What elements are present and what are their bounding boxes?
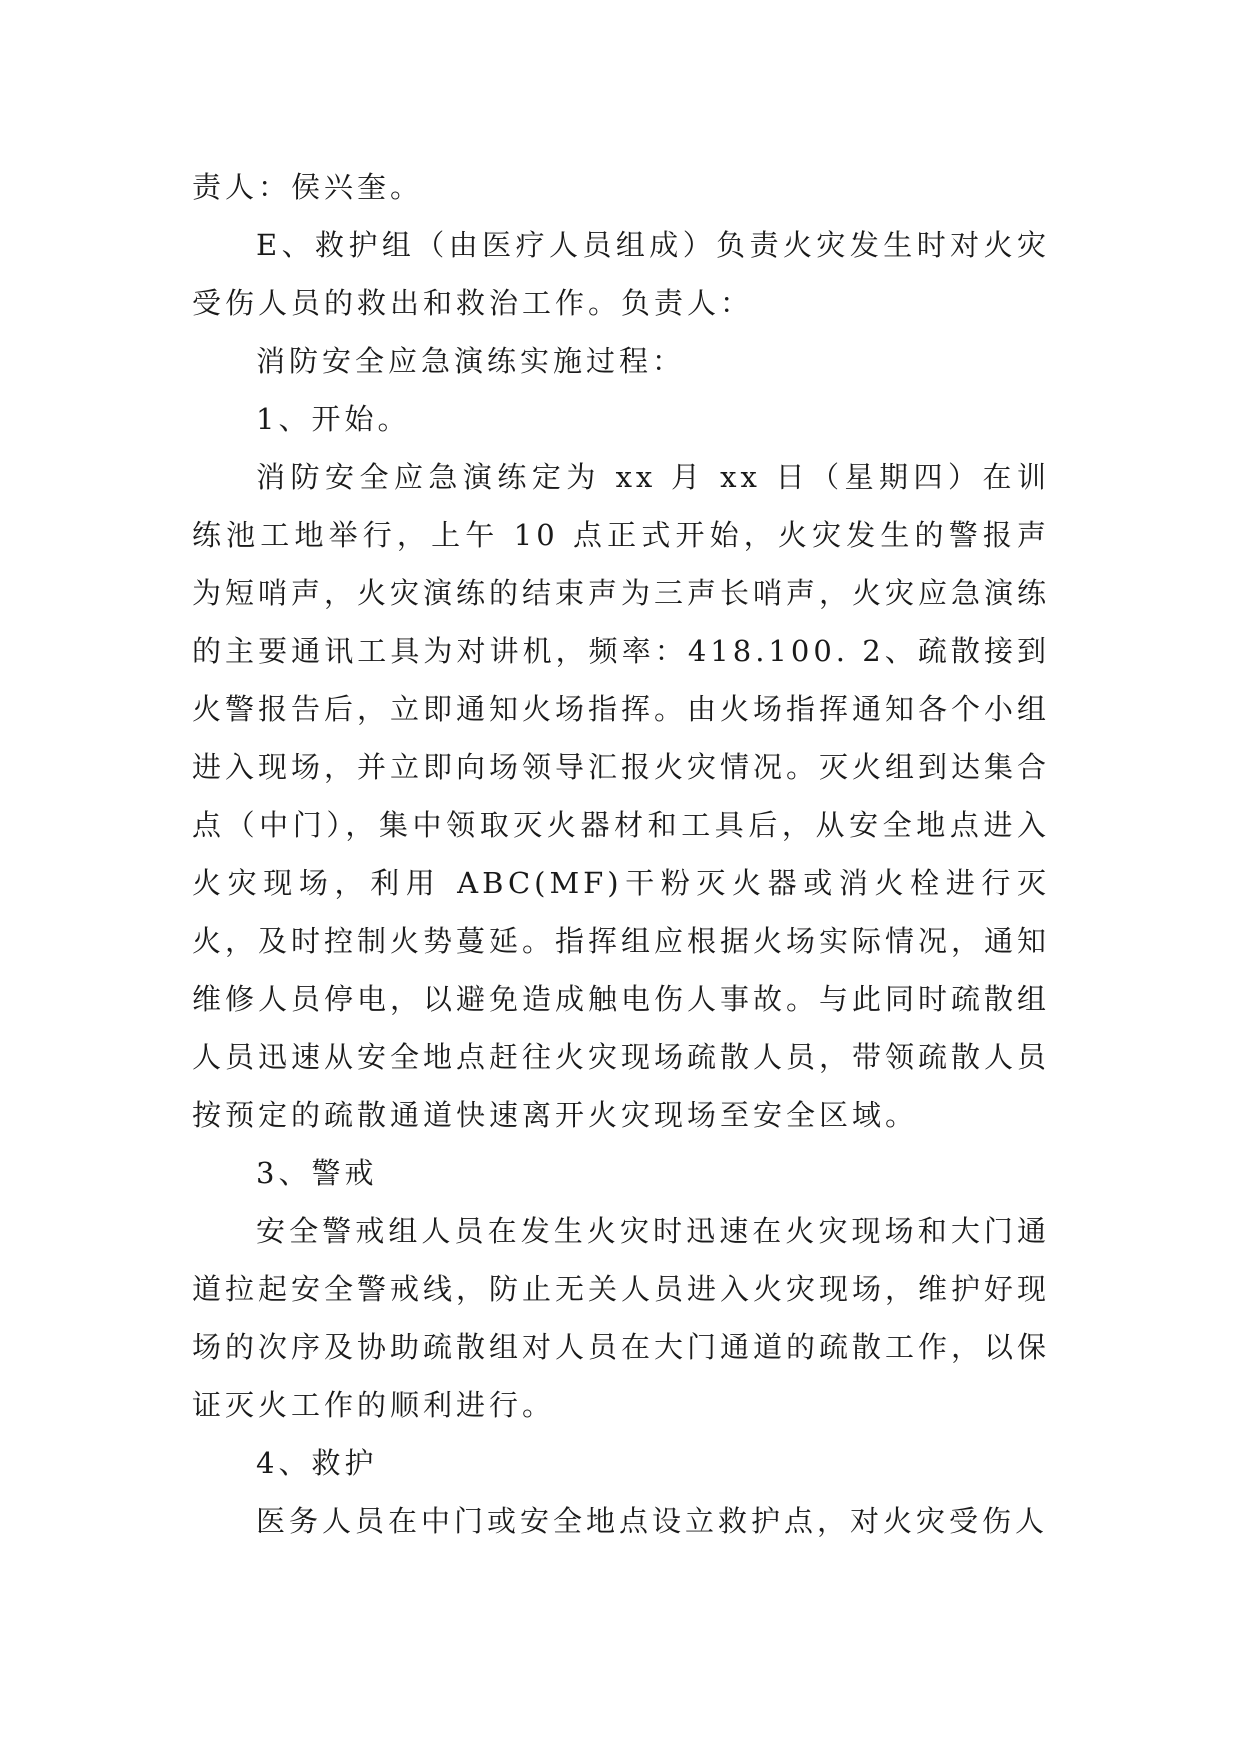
section-heading-alert: 3、警戒: [256, 1156, 378, 1190]
paragraph-start-evacuation: 消防安全应急演练定为 xx 月 xx 日（星期四）在训练池工地举行，上午 10 点正式开始，火灾发生的警报声为短哨声，火灾演练的结束声为三声长哨声，火灾应急演练的主要通讯工具为对讲机，频率：418.100. 2、疏散接到火警报告后，立即通知火场指挥。由火场指挥通知各个小组进入现场，并立即向场领导汇报火灾情况。灭火组到达集合点（中门），集中领取灭火器材和工具后，从安全地点进入火灾现场，利用 ABC(MF)干粉灭火器或消火栓进行灭火，及时控制火势蔓延。指挥组应根据火场实际情况，通知维修人员停电，以避免造成触电伤人事故。与此同时疏散组人员迅速从安全地点赶往火灾现场疏散人员，带领疏散人员按预定的疏散通道快速离开火灾现场至安全区域。: [192, 460, 1051, 1132]
section-heading-start: 1、开始。: [256, 402, 411, 436]
paragraph-rescue: 医务人员在中门或安全地点设立救护点，对火灾受伤人: [256, 1504, 1049, 1538]
paragraph-drill-process-heading: 消防安全应急演练实施过程：: [256, 344, 686, 378]
paragraph-alert: 安全警戒组人员在发生火灾时迅速在火灾现场和大门通道拉起安全警戒线，防止无关人员进入火灾现场，维护好现场的次序及协助疏散组对人员在大门通道的疏散工作，以保证灭火工作的顺利进行。: [192, 1214, 1051, 1422]
section-heading-rescue: 4、救护: [256, 1446, 378, 1480]
paragraph-continuation: 责人：侯兴奎。: [192, 170, 424, 204]
body-text: [192, 158, 1050, 1550]
paragraph-rescue-group: E、救护组（由医疗人员组成）负责火灾发生时对火灾受伤人员的救出和救治工作。负责人：: [192, 228, 1050, 320]
